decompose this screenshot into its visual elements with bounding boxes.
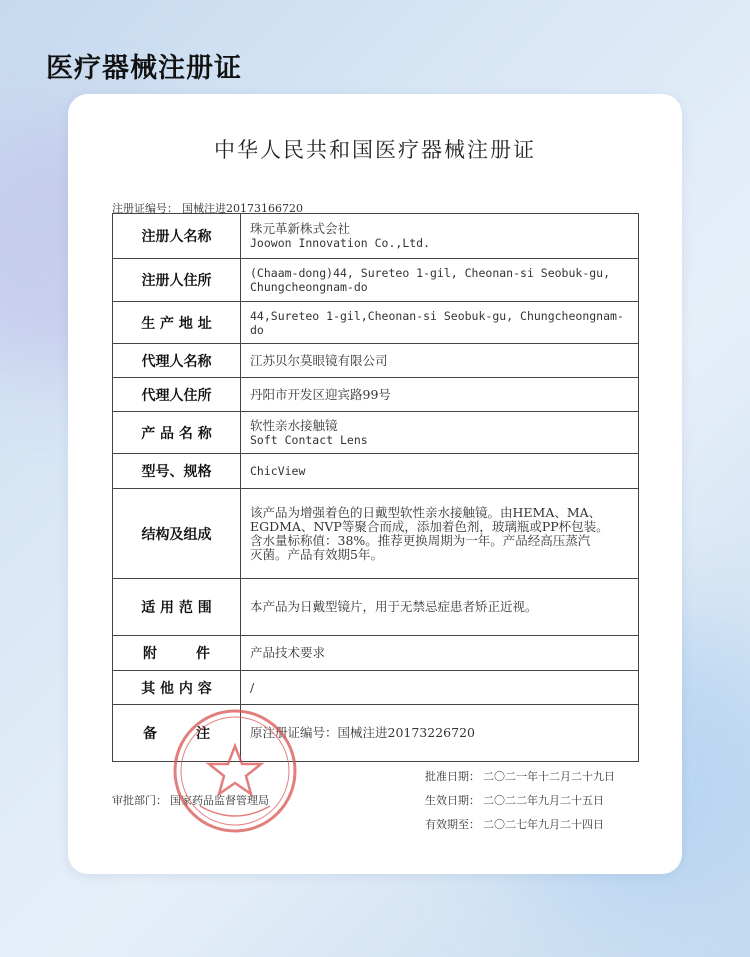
table-row (113, 705, 639, 762)
value-line: / (250, 679, 255, 695)
value-line: Joowon Innovation Co.,Ltd. (250, 236, 431, 250)
row-label: 其 他 内 容 (113, 671, 241, 705)
table-row (113, 344, 639, 378)
table-row (113, 671, 639, 705)
table-row (113, 454, 639, 489)
value-line: (Chaam-dong)44, Sureteo 1-gil, Cheonan-si Seobuk-gu, (250, 266, 611, 280)
value-line: 江苏贝尔莫眼镜有限公司 (250, 352, 388, 368)
table-row (113, 378, 639, 412)
row-value (241, 214, 639, 259)
row-value (241, 412, 639, 454)
table-row (113, 302, 639, 344)
value-line: ChicView (250, 464, 306, 478)
row-value (241, 636, 639, 671)
value-line: EGDMA、NVP等聚合而成，添加着色剂，玻璃瓶或PP杯包装。 (250, 518, 609, 534)
row-label: 注册人住所 (113, 259, 241, 302)
value-line: Chungcheongnam-do (250, 280, 368, 294)
value-line: do (250, 322, 264, 337)
row-label: 生 产 地 址 (113, 302, 241, 344)
approval-date-value: 二〇二一年十二月二十九日 (483, 770, 615, 783)
row-label: 代理人住所 (113, 378, 241, 412)
effective-date-value: 二〇二二年九月二十五日 (483, 794, 604, 807)
value-line: 原注册证编号：国械注进20173226720 (250, 725, 475, 740)
department-value: 国家药品监督管理局 (170, 794, 269, 807)
value-line: 该产品为增强着色的日戴型软性亲水接触镜。由HEMA、MA、 (250, 504, 602, 520)
certificate-table (112, 213, 639, 762)
department-label: 审批部门： (112, 794, 167, 807)
table-row (113, 579, 639, 636)
value-line: 44,Sureteo 1-gil,Cheonan-si Seobuk-gu, Chungcheongnam- (250, 308, 624, 323)
effective-date-label: 生效日期： (425, 794, 480, 807)
row-label: 适 用 范 围 (113, 579, 241, 636)
row-label: 注册人名称 (113, 214, 241, 259)
table-row (113, 259, 639, 302)
value-line: 本产品为日戴型镜片，用于无禁忌症患者矫正近视。 (250, 599, 538, 614)
table-row (113, 489, 639, 579)
table-row (113, 412, 639, 454)
approval-department (112, 792, 269, 808)
row-value (241, 302, 639, 344)
value-line: 产品技术要求 (250, 645, 326, 660)
row-label: 型号、规格 (113, 454, 241, 489)
row-label: 结构及组成 (113, 489, 241, 579)
value-line: 软性亲水接触镜 (250, 417, 338, 433)
approval-date-label: 批准日期： (425, 770, 480, 783)
table-row (113, 214, 639, 259)
value-line: 丹阳市开发区迎宾路99号 (250, 386, 391, 402)
row-label: 备 注 (113, 705, 241, 762)
table-row (113, 636, 639, 671)
row-value (241, 454, 639, 489)
value-line: 灭菌。产品有效期5年。 (250, 546, 383, 562)
row-value (241, 579, 639, 636)
row-label: 产 品 名 称 (113, 412, 241, 454)
row-value (241, 671, 639, 705)
expiry-date-value: 二〇二七年九月二十四日 (483, 818, 604, 831)
document-title: 中华人民共和国医疗器械注册证 (214, 138, 536, 162)
registration-number-label: 注册证编号： (112, 202, 178, 215)
expiry-date-label: 有效期至： (425, 818, 480, 831)
value-line: 含水量标称值：38%。推荐更换周期为一年。产品经高压蒸汽 (250, 532, 591, 548)
row-value (241, 378, 639, 412)
row-value (241, 259, 639, 302)
row-value (241, 344, 639, 378)
effective-date (425, 792, 604, 808)
row-value (241, 489, 639, 579)
expiry-date (425, 816, 604, 832)
row-label: 附 件 (113, 636, 241, 671)
row-value (241, 705, 639, 762)
value-line: 珠元革新株式会社 (250, 221, 351, 236)
row-label: 代理人名称 (113, 344, 241, 378)
approval-date (425, 768, 615, 784)
value-line: Soft Contact Lens (250, 432, 368, 447)
registration-number-value: 国械注进20173166720 (182, 202, 303, 215)
page-heading: 医疗器械注册证 (46, 53, 242, 84)
